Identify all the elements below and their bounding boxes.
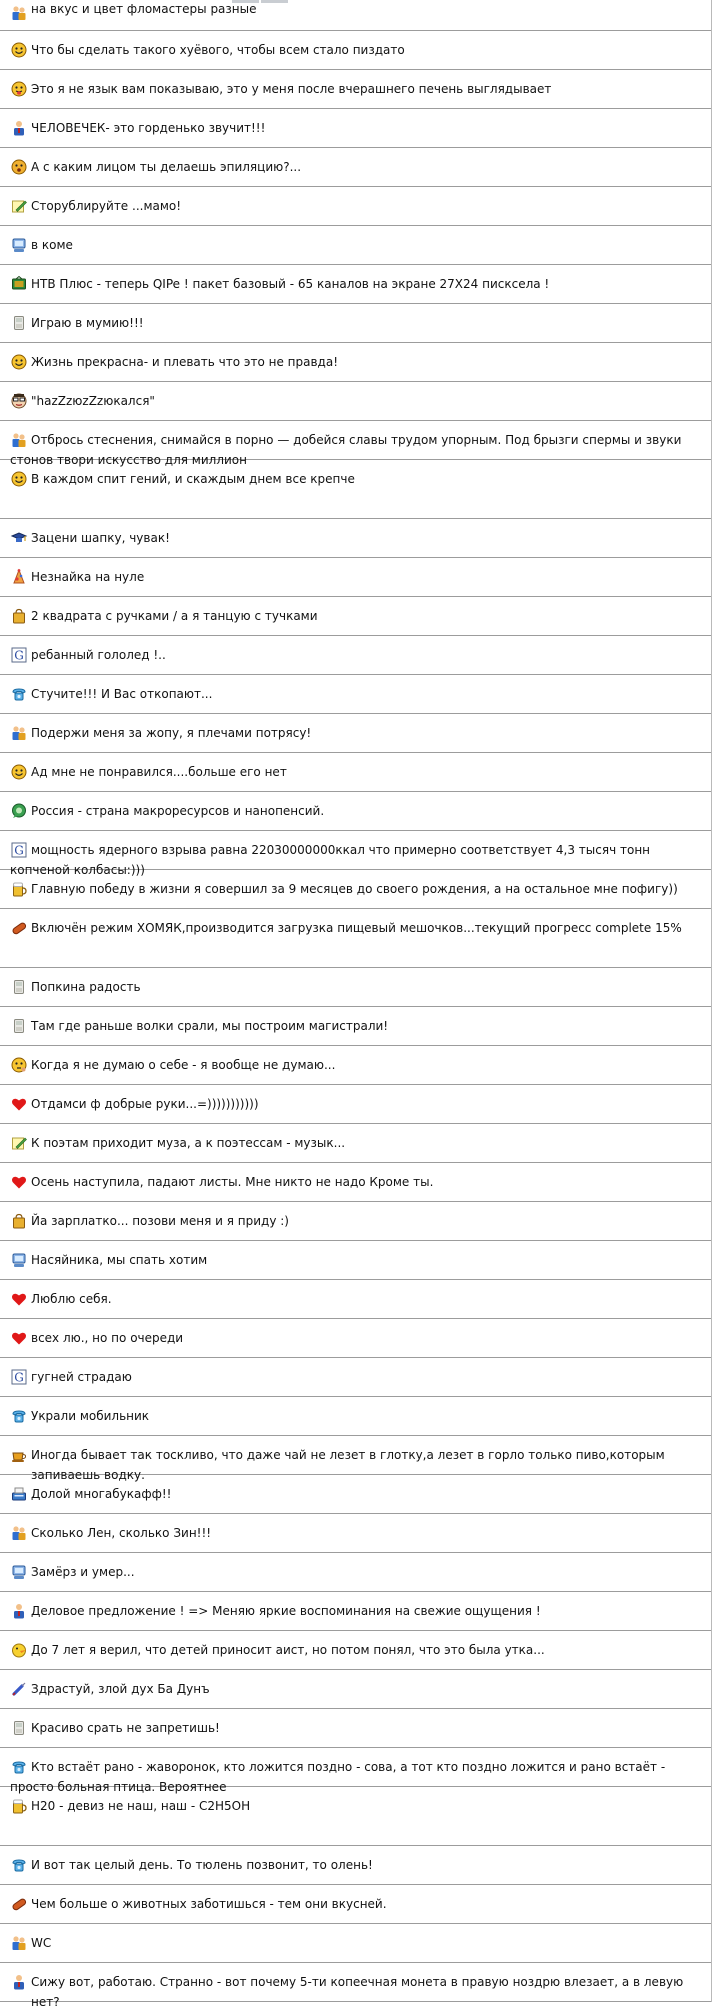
status-row[interactable] [0, 831, 711, 877]
status-row[interactable] [0, 1436, 711, 1482]
people-icon [11, 725, 27, 741]
beer-mug-icon [11, 1798, 27, 1814]
phone-handset-icon [11, 979, 27, 995]
status-row[interactable] [0, 343, 711, 382]
status-text: WC [31, 1936, 52, 1950]
status-text: Отбрось стеснения, снимайся в порно — добейся славы трудом упорным. Под брызги спермы и звуки стонов твори искусство для миллион [10, 433, 682, 467]
status-row[interactable] [0, 558, 711, 597]
status-text: Зацени шапку, чувак! [31, 531, 170, 545]
heart-icon [11, 1291, 27, 1307]
telephone-icon [11, 1857, 27, 1873]
shopping-bag-icon [11, 1213, 27, 1229]
person-icon [11, 1974, 27, 1990]
status-text: Отдамси ф добрые руки...=))))))))))) [31, 1097, 259, 1111]
status-text: H20 - девиз не наш, наш - C2H5OH [31, 1799, 251, 1813]
status-row[interactable] [0, 1924, 711, 1963]
status-row[interactable] [0, 1670, 711, 1709]
shopping-bag-icon [11, 608, 27, 624]
telephone-icon [11, 686, 27, 702]
status-row[interactable] [0, 1475, 711, 1514]
status-row[interactable] [0, 1553, 711, 1592]
status-row[interactable] [0, 1124, 711, 1163]
status-row[interactable] [0, 460, 711, 519]
beer-mug-icon [11, 881, 27, 897]
status-row[interactable] [0, 1280, 711, 1319]
smiley-face-icon [11, 354, 27, 370]
status-text: на вкус и цвет фломастеры разные [31, 2, 257, 16]
status-row[interactable] [0, 421, 711, 467]
status-text: Кто встаёт рано - жаворонок, кто ложится поздно - сова, а тот кто поздно ложится и рано встаёт - просто больная птица. Вероятнее [10, 1760, 666, 1794]
smiley-face-icon [11, 42, 27, 58]
status-row[interactable] [0, 148, 711, 187]
status-row[interactable] [0, 265, 711, 304]
google-icon [11, 1369, 27, 1385]
status-text: Жизнь прекрасна- и плевать что это не правда! [31, 355, 339, 369]
status-text: Попкина радость [31, 980, 141, 994]
status-text: И вот так целый день. То тюлень позвонит, то олень! [31, 1858, 373, 1872]
status-row[interactable] [0, 1748, 711, 1794]
status-text: До 7 лет я верил, что детей приносит аист, но потом понял, что это была утка... [31, 1643, 545, 1657]
status-text: Играю в мумию!!! [31, 316, 144, 330]
status-text: Там где раньше волки срали, мы построим магистрали! [31, 1019, 389, 1033]
svg-text:G: G [14, 843, 24, 858]
status-row[interactable] [0, 187, 711, 226]
status-text: Долой многабукафф!! [31, 1487, 172, 1501]
status-row[interactable] [0, 1885, 711, 1924]
status-row[interactable] [0, 382, 711, 421]
heart-icon [11, 1096, 27, 1112]
heart-icon [11, 1330, 27, 1346]
people-icon [11, 1525, 27, 1541]
status-row[interactable] [0, 1846, 711, 1885]
status-text: Люблю себя. [31, 1292, 112, 1306]
status-text: В каждом спит гений, и скаждым днем все крепче [31, 472, 355, 486]
duck-icon [11, 1642, 27, 1658]
status-text: Красиво срать не запретишь! [31, 1721, 220, 1735]
status-text: в коме [31, 238, 73, 252]
status-text: Это я не язык вам показываю, это у меня после вчерашнего печень выглядывает [31, 82, 552, 96]
status-row[interactable] [0, 70, 711, 109]
status-row[interactable] [0, 31, 711, 70]
status-row[interactable] [0, 1085, 711, 1124]
surprised-face-icon [11, 159, 27, 175]
status-text: Украли мобильник [31, 1409, 150, 1423]
people-icon [11, 1935, 27, 1951]
status-row[interactable] [0, 870, 711, 909]
computer-icon [11, 1252, 27, 1268]
status-text: всех лю., но по очереди [31, 1331, 184, 1345]
status-text: Стучите!!! И Вас откопают... [31, 687, 213, 701]
status-row[interactable] [0, 1514, 711, 1553]
phone-handset-icon [11, 315, 27, 331]
status-text: ребанный гололед !.. [31, 648, 166, 662]
status-row[interactable] [0, 909, 711, 968]
status-text: Когда я не думаю о себе - я вообще не думаю... [31, 1058, 336, 1072]
status-row[interactable] [0, 792, 711, 831]
status-row[interactable] [0, 1007, 711, 1046]
svg-text:G: G [14, 1370, 24, 1385]
pencil-note-icon [11, 198, 27, 214]
speech-bubble-icon [11, 803, 27, 819]
status-row[interactable] [0, 1163, 711, 1202]
tea-cup-icon [11, 1447, 27, 1463]
status-row[interactable] [0, 109, 711, 148]
status-row[interactable] [0, 0, 711, 31]
computer-icon [11, 1564, 27, 1580]
status-row[interactable] [0, 1397, 711, 1436]
status-row[interactable] [0, 226, 711, 265]
status-text: мощность ядерного взрыва равна 22030000000ккал что примерно соответствует 4,3 тысяч тонн копченой колбасы:))) [10, 843, 651, 877]
status-text: ЧЕЛОВЕЧЕК- это горденько звучит!!! [31, 121, 266, 135]
status-text: Осень наступила, падают листы. Мне никто не надо Кроме ты. [31, 1175, 434, 1189]
status-row[interactable] [0, 304, 711, 343]
typewriter-icon [11, 1486, 27, 1502]
status-text: Сижу вот, работаю. Странно - вот почему 5-ти копеечная монета в правую ноздрю влезает, а в левую нет? [31, 1975, 684, 2009]
party-hat-icon [11, 569, 27, 585]
status-text: 2 квадрата с ручками / а я танцую с тучками [31, 609, 318, 623]
sausage-icon [11, 1896, 27, 1912]
smiley-face-icon [11, 471, 27, 487]
status-text: Иногда бывает так тоскливо, что даже чай не лезет в глотку,а лезет в горло только пиво,которым запиваешь водку. [31, 1448, 665, 1482]
status-text: Насяйника, мы спать хотим [31, 1253, 208, 1267]
thinking-face-icon [11, 1057, 27, 1073]
status-row[interactable] [0, 1046, 711, 1085]
status-text: Деловое предложение ! => Меняю яркие воспоминания на свежие ощущения ! [31, 1604, 541, 1618]
status-text: Что бы сделать такого хуёвого, чтобы всем стало пиздато [31, 43, 405, 57]
status-text: Подержи меня за жопу, я плечами потрясу! [31, 726, 312, 740]
status-text: Включён режим ХОМЯК,производится загрузка пищевый мешочков...текущий прогресс complete 15% [31, 921, 682, 935]
status-text: Замёрз и умер... [31, 1565, 135, 1579]
status-row[interactable] [0, 968, 711, 1007]
status-text: Йа зарплатко... позови меня и я приду :) [31, 1214, 289, 1228]
status-text: Сторублируйте ...мамо! [31, 199, 182, 213]
people-icon [11, 5, 27, 21]
status-row[interactable] [0, 1709, 711, 1748]
status-text: Сколько Лен, сколько Зин!!! [31, 1526, 212, 1540]
glasses-face-icon [11, 393, 27, 409]
status-text: "hazZzюzZzюкался" [31, 394, 155, 408]
status-row[interactable] [0, 714, 711, 753]
status-text: НТВ Плюс - теперь QIPe ! пакет базовый - 65 каналов на экране 27X24 писксела ! [31, 277, 550, 291]
status-row[interactable] [0, 1963, 711, 2009]
status-text: гугней страдаю [31, 1370, 132, 1384]
status-row[interactable] [0, 1319, 711, 1358]
status-row[interactable] [0, 1241, 711, 1280]
graduation-cap-icon [11, 530, 27, 546]
status-text: К поэтам приходит муза, а к поэтессам - музык... [31, 1136, 346, 1150]
pencil-note-icon [11, 1135, 27, 1151]
status-row[interactable] [0, 1787, 711, 1846]
status-text: Чем больше о животных заботишься - тем они вкусней. [31, 1897, 387, 1911]
status-row[interactable] [0, 597, 711, 636]
status-row[interactable] [0, 1358, 711, 1397]
google-icon [11, 647, 27, 663]
phone-handset-icon [11, 1720, 27, 1736]
person-icon [11, 120, 27, 136]
status-text: Ад мне не понравился....больше его нет [31, 765, 287, 779]
tv-icon [11, 276, 27, 292]
status-text: А с каким лицом ты делаешь эпиляцию?... [31, 160, 302, 174]
status-row[interactable] [0, 1592, 711, 1631]
status-text: Россия - страна макроресурсов и нанопенсий. [31, 804, 325, 818]
sausage-icon [11, 920, 27, 936]
status-row[interactable] [0, 1202, 711, 1241]
status-row[interactable] [0, 753, 711, 792]
status-text: Здрастуй, злой дух Ба Дунъ [31, 1682, 210, 1696]
syringe-icon [11, 1681, 27, 1697]
heart-icon [11, 1174, 27, 1190]
svg-text:G: G [14, 648, 24, 663]
tongue-face-icon [11, 81, 27, 97]
telephone-icon [11, 1408, 27, 1424]
status-row[interactable] [0, 519, 711, 558]
status-row[interactable] [0, 1631, 711, 1670]
status-row[interactable] [0, 675, 711, 714]
person-icon [11, 1603, 27, 1619]
status-text: Незнайка на нуле [31, 570, 145, 584]
status-text: Главную победу в жизни я совершил за 9 месяцев до своего рождения, а на остальное мне пофигу)) [31, 882, 678, 896]
computer-icon [11, 237, 27, 253]
smiley-face-icon [11, 764, 27, 780]
phone-handset-icon [11, 1018, 27, 1034]
status-row[interactable] [0, 636, 711, 675]
